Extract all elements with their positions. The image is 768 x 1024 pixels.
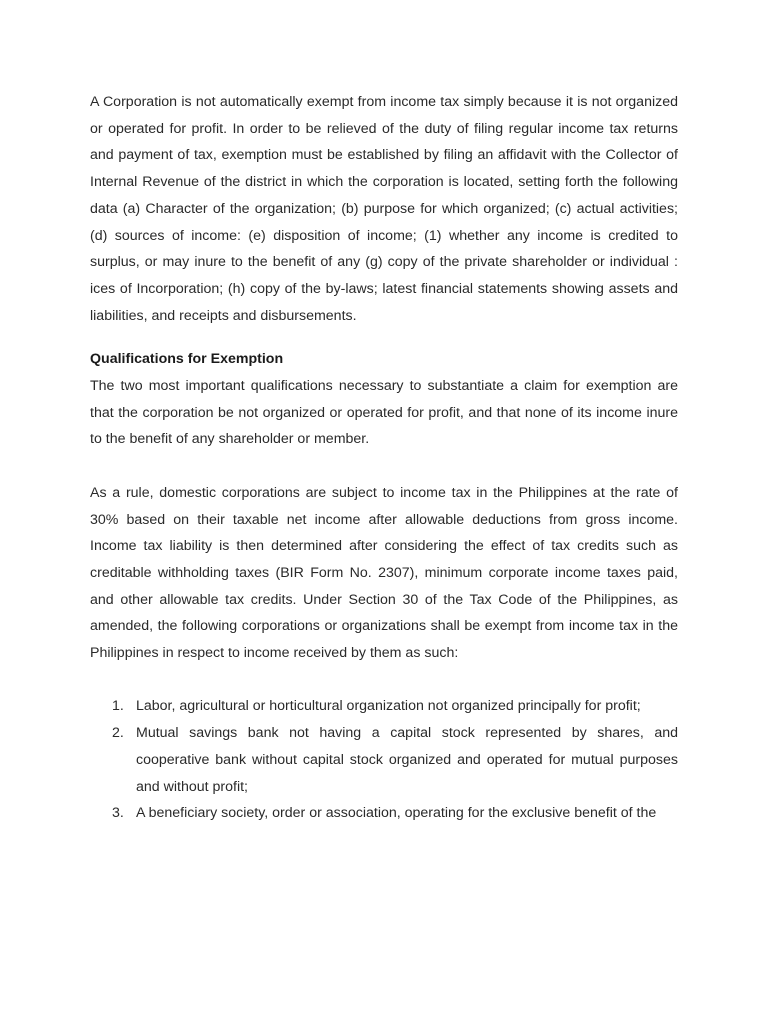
section-heading: Qualifications for Exemption [90, 351, 284, 368]
list-item-text: Mutual savings bank not having a capital stock represented by shares, and cooperative bank without capital stock organized and operated for mutual purposes and without profit; [136, 725, 678, 795]
list-item-text: A beneficiary society, order or association, operating for the exclusive benefit of the [136, 805, 657, 822]
list-item [90, 693, 678, 720]
exempt-organizations-list [90, 693, 678, 827]
list-item-number: 3. [112, 805, 124, 822]
list-item-number: 1. [112, 698, 124, 715]
list-item-text: Labor, agricultural or horticultural organization not organized principally for profit; [136, 698, 641, 715]
tax-rule-paragraph: As a rule, domestic corporations are subject to income tax in the Philippines at the rate of 30% based on their taxable net income after allowable deductions from gross income. Income tax liability is then determined after considering the effect of tax credits such as creditable withholding taxes (BIR Form No. 2307), minimum corporate income taxes paid, and other allowable tax credits. Under Section 30 of the Tax Code of the Philippines, as amended, the following corporations or organizations shall be exempt from income tax in the Philippines in respect to income received by them as such: [90, 484, 678, 662]
list-item [90, 720, 678, 800]
intro-paragraph: A Corporation is not automatically exempt from income tax simply because it is not organized or operated for profit. In order to be relieved of the duty of filing regular income tax returns and payment of tax, exemption must be established by filing an affidavit with the Collector of Internal Revenue of the district in which the corporation is located, setting forth the following data (a) Character of the organization; (b) purpose for which organized; (c) actual activities; (d) sources of income: (e) disposition of income; (1) whether any income is credited to surplus, or may inure to the benefit of any (g) copy of the private shareholder or individual : ices of Incorporation; (h) copy of the by-laws; latest financial statements showing assets and liabilities, and receipts and disbursements. [90, 94, 678, 324]
list-item-number: 2. [112, 725, 124, 742]
list-item [90, 800, 678, 827]
qualifications-paragraph: The two most important qualifications necessary to substantiate a claim for exemption are that the corporation be not organized or operated for profit, and that none of its income inure to the benefit of any shareholder or member. [90, 378, 678, 448]
document-page [90, 89, 678, 827]
